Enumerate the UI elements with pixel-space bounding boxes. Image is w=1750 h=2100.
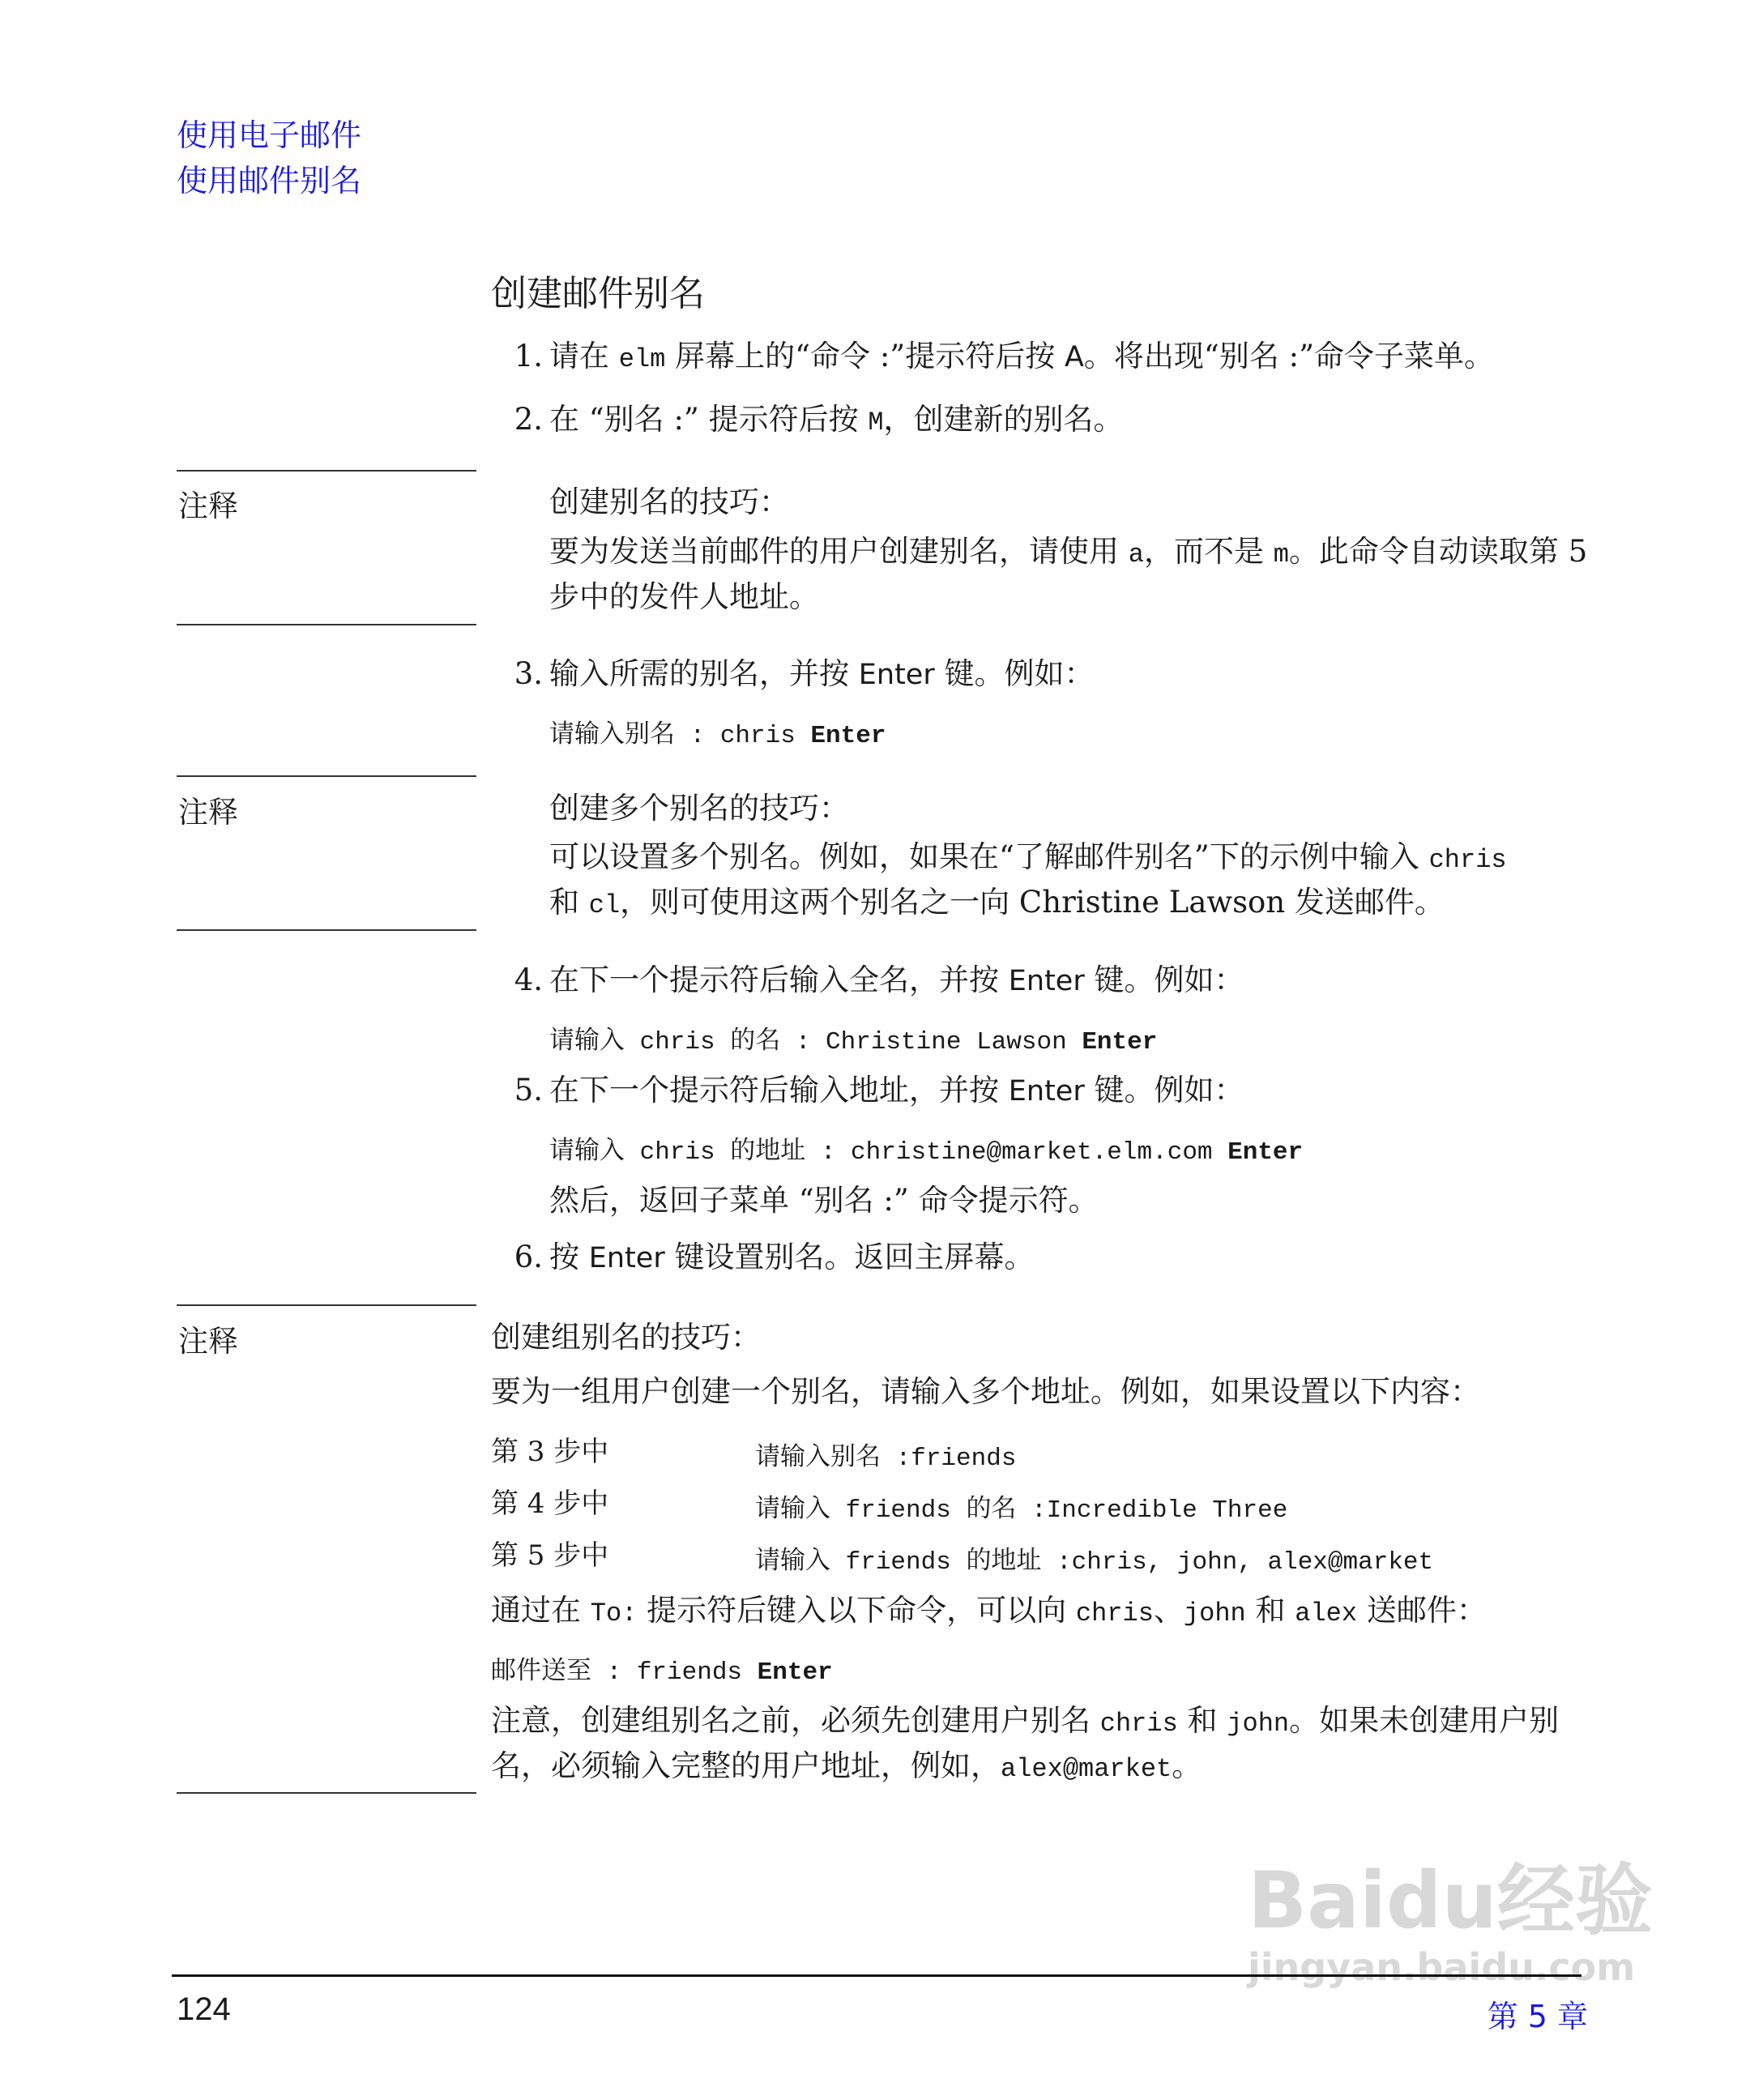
step-3-example: 请输入别名 : chris Enter — [549, 722, 886, 750]
table-row-step: 第 3 步中 — [491, 1436, 609, 1468]
note-label: 注释 — [178, 489, 238, 523]
step-2: 2. 在 “别名 :” 提示符后按 M，创建新的别名。 — [514, 402, 1124, 438]
step-6: 6. 按 Enter 键设置别名。返回主屏幕。 — [514, 1240, 1035, 1274]
step-4: 4. 在下一个提示符后输入全名，并按 Enter 键。例如： — [514, 962, 1244, 997]
note-rule-bottom — [177, 624, 476, 625]
running-header-section: 使用邮件别名 — [177, 163, 362, 198]
note-label: 注释 — [178, 1324, 238, 1359]
note-send-text: 通过在 To: 提示符后键入以下命令，可以向 chris、john 和 alex 送邮件： — [491, 1593, 1487, 1628]
step-5: 5. 在下一个提示符后输入地址，并按 Enter 键。例如： — [514, 1073, 1244, 1108]
table-row-step: 第 5 步中 — [491, 1539, 609, 1572]
table-row-value: 请输入 friends 的名 :Incredible Three — [755, 1496, 1288, 1525]
note-rule-bottom — [177, 1792, 476, 1794]
note-title: 创建组别名的技巧： — [491, 1320, 761, 1355]
footer-rule — [172, 1974, 1581, 1977]
step-5-after: 然后，返回子菜单 “别名 :” 命令提示符。 — [549, 1183, 1099, 1218]
step-5-example: 请输入 chris 的地址 : christine@market.elm.com Enter — [549, 1138, 1304, 1167]
chapter-label: 第 5 章 — [1487, 1999, 1588, 2034]
table-row-value: 请输入别名 :friends — [755, 1445, 1017, 1473]
mail-example: 邮件送至 : friends Enter — [491, 1658, 833, 1687]
running-header-chapter: 使用电子邮件 — [177, 117, 362, 153]
note-rule-top — [177, 470, 476, 472]
note-final: 注意，创建组别名之前，必须先创建用户别名 chris 和 john。如果未创建用户别名，必须输入完整的用户地址，例如，alex@market。 — [491, 1703, 1560, 1784]
step-3: 3. 输入所需的别名，并按 Enter 键。例如： — [514, 656, 1095, 691]
note-title: 创建别名的技巧： — [549, 484, 789, 519]
note-intro: 要为一组用户创建一个别名，请输入多个地址。例如，如果设置以下内容： — [491, 1374, 1480, 1409]
table-row-step: 第 4 步中 — [491, 1488, 609, 1520]
note-rule-bottom — [177, 929, 476, 931]
page-number: 124 — [177, 1991, 231, 2027]
note-rule-top — [177, 1304, 476, 1306]
table-row-value: 请输入 friends 的地址 :chris, john, alex@market — [755, 1548, 1434, 1577]
baidu-watermark: Baidu经验 jingyan.baidu.com — [1248, 1855, 1653, 1989]
step-1: 1. 请在 elm 屏幕上的“命令 :”提示符后按 A。将出现“别名 :”命令子菜单。 — [514, 339, 1494, 374]
note-text: 可以设置多个别名。例如，如果在“了解邮件别名”下的示例中输入 chris 和 cl，则可使用这两个别名之一向 Christine Lawson 发送邮件。 — [549, 839, 1507, 920]
step-4-example: 请输入 chris 的名 : Christine Lawson Enter — [549, 1028, 1158, 1056]
note-text: 要为发送当前邮件的用户创建别名，请使用 a，而不是 m。此命令自动读取第 5 步中的发件人地址。 — [549, 534, 1588, 614]
section-title: 创建邮件别名 — [491, 273, 705, 314]
note-rule-top — [177, 775, 476, 777]
note-title: 创建多个别名的技巧： — [549, 791, 849, 826]
note-label: 注释 — [178, 795, 238, 830]
